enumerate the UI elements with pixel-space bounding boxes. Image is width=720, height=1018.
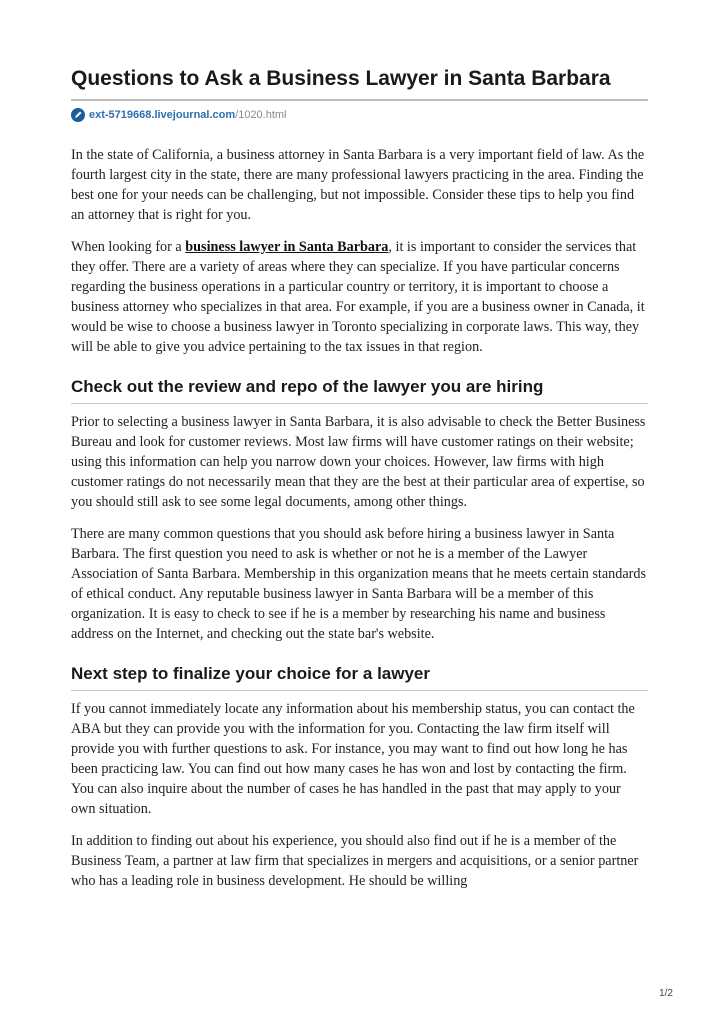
livejournal-icon xyxy=(71,108,85,122)
page-number: 1/2 xyxy=(659,988,673,999)
business-lawyer-link[interactable]: business lawyer in Santa Barbara xyxy=(185,239,389,255)
review-paragraph: Prior to selecting a business lawyer in Santa Barbara, it is also advisable to check the Better Business Bureau and look for customer reviews. Most law firms will have customer ratings on their website; using this information can help you narrow down your choices. However, law firms with high customer ratings do not necessarily mean that they are the best at their particular area of expertise, so you should still ask to see some legal documents, among other things. xyxy=(71,414,646,510)
source-domain-link[interactable]: ext-5719668.livejournal.com xyxy=(89,109,236,121)
intro-paragraph: In the state of California, a business attorney in Santa Barbara is a very important field of law. As the fourth largest city in the state, there are many professional lawyers practicing in the area. Finding the best one for your needs can be challenging, but not impossible. Consider these tips to help you find an attorney that is right for you. xyxy=(71,147,645,223)
experience-paragraph: In addition to finding out about his experience, you should also find out if he is a member of the Business Team, a partner at law firm that specializes in mergers and acquisitions, or a senior partner who has a leading role in business development. He should be willing xyxy=(71,833,639,889)
document-page xyxy=(71,0,648,891)
questions-paragraph: There are many common questions that you should ask before hiring a business lawyer in Santa Barbara. The first question you need to ask is whether or not he is a member of the Lawyer Association of Santa Barbara. Membership in this organization means that he meets certain standards of ethical conduct. Any reputable business lawyer in Santa Barbara will be a member of this organization. It is easy to check to see if he is a member by researching his name and business address on the Internet, and checking out the state bar's website. xyxy=(71,526,646,642)
source-path[interactable]: /1020.html xyxy=(235,109,287,121)
membership-paragraph: If you cannot immediately locate any information about his membership status, you can contact the ABA but they can provide you with the information for you. Contacting the law firm itself will provide you with further questions to ask. For instance, you may want to find out how long he has been practicing law. You can find out how many cases he has won and lost by contacting the firm. You can also inquire about the number of cases he has handled in the past that may apply to your own situation. xyxy=(71,701,635,817)
services-paragraph xyxy=(71,237,648,357)
services-paragraph-lead: When looking for a xyxy=(71,239,186,255)
section-heading-next-step: Next step to finalize your choice for a lawyer xyxy=(71,663,648,691)
source-line xyxy=(71,107,648,123)
services-paragraph-rest: , it is important to consider the services that they offer. There are a variety of areas where they can specialize. If you have particular concerns regarding the business operations in a particular country or territory, it is important to choose a business attorney who specializes in that area. For example, if you are a business owner in Canada, it would be wise to choose a business lawyer in Toronto specializing in corporate laws. This way, they will be able to give you advice pertaining to the tax issues in that region. xyxy=(71,239,645,355)
section-heading-review: Check out the review and repo of the lawyer you are hiring xyxy=(71,376,648,404)
document-title: Questions to Ask a Business Lawyer in Santa Barbara xyxy=(71,0,648,101)
pencil-glyph-icon xyxy=(73,110,83,120)
